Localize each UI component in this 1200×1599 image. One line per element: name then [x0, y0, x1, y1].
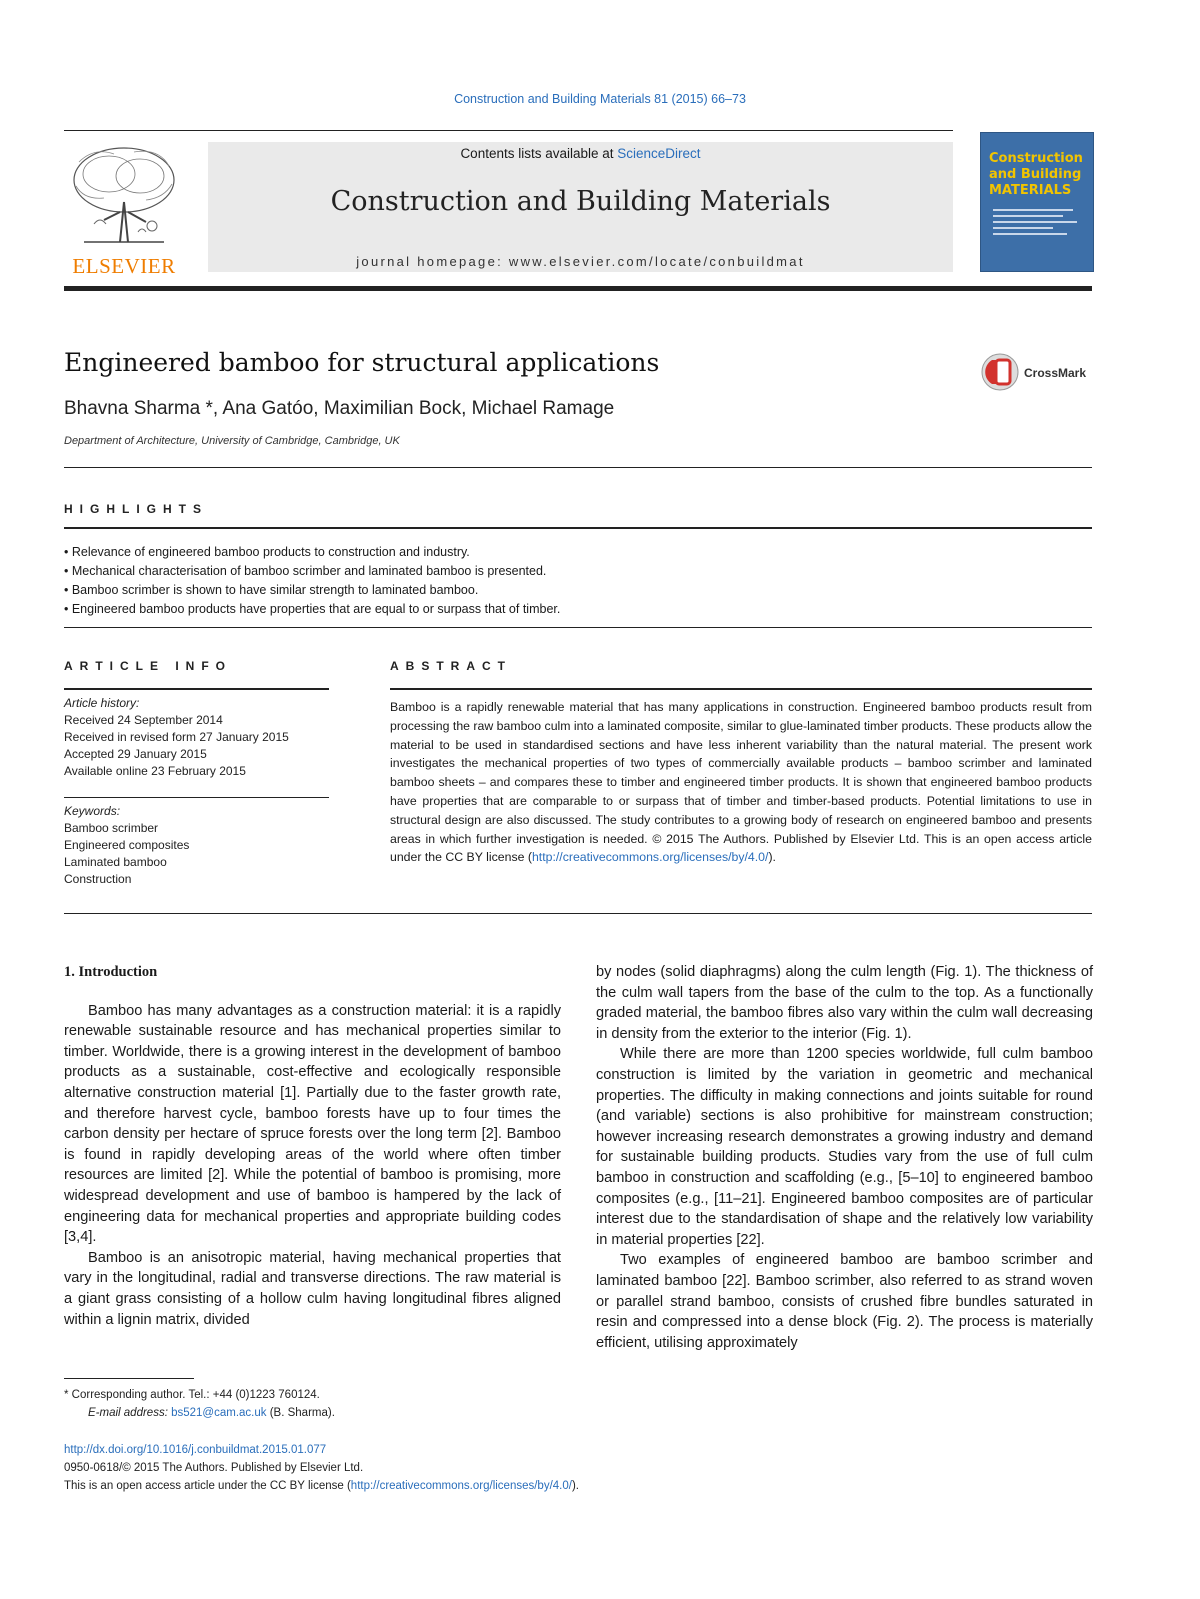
corresponding-author: * Corresponding author. Tel.: +44 (0)1223 760124. — [64, 1389, 320, 1401]
abstract-rule — [390, 688, 1092, 690]
elsevier-wordmark: ELSEVIER — [72, 254, 176, 278]
highlights-list — [64, 543, 560, 619]
right-paragraph-3: Two examples of engineered bamboo are bamboo scrimber and laminated bamboo [22]. Bamboo scrimber, also referred to as strand woven or parallel strand bamboo, consists of crushed fibre bundles saturated in resin and compressed into a dense block (Fig. 2). The process is materially efficient, utilising approximately — [596, 1252, 1093, 1351]
article-info-heading: ARTICLE INFO — [64, 659, 232, 673]
abstract-heading: ABSTRACT — [390, 659, 512, 673]
highlights-bottom-rule — [64, 627, 1092, 628]
introduction-heading: 1. Introduction — [64, 964, 158, 980]
affiliation: Department of Architecture, University of Cambridge, Cambridge, UK — [64, 435, 400, 447]
body-right-column — [596, 962, 1093, 1353]
elsevier-tree-logo — [64, 142, 184, 250]
highlight-item: • Bamboo scrimber is shown to have similar strength to laminated bamboo. — [64, 583, 479, 597]
keyword-item: Laminated bamboo — [64, 855, 167, 869]
keyword-item: Construction — [64, 872, 132, 886]
journal-title: Construction and Building Materials — [330, 186, 831, 217]
article-history-label: Article history: — [64, 696, 140, 710]
history-received: Received 24 September 2014 — [64, 713, 223, 727]
footer-license-line: This is an open access article under the CC BY license (http://creativecommons.org/licenses/by/4.0/). — [64, 1480, 579, 1492]
doi-link[interactable]: http://dx.doi.org/10.1016/j.conbuildmat.2015.01.077 — [64, 1444, 327, 1456]
footnote — [64, 1386, 335, 1422]
right-paragraph-2: While there are more than 1200 species worldwide, full culm bamboo construction is limited by the variation in geometric and mechanical properties. The difficulty in making connections and joints suitable for round (and variable) sections is also prohibitive for mainstream construction; however increasing research demonstrates a growing industry and demand for sustainable building products. Studies vary from the use of full culm bamboo in construction and scaffolding (e.g., [5–10] to engineered bamboo composites (e.g., [11–21]. Engineered bamboo composites are of particular interest due to the standardisation of shape and the relatively low variability in material properties [22]. — [596, 1046, 1093, 1248]
right-paragraph-1: by nodes (solid diaphragms) along the culm length (Fig. 1). The thickness of the culm wall tapers from the base of the culm to the top. As a functionally graded material, the bamboo fibres also vary within the culm wall decreasing in density from the exterior to the interior (Fig. 1). — [596, 964, 1093, 1042]
intro-paragraph-2: Bamboo is an anisotropic material, having mechanical properties that vary in the longitudinal, radial and transverse directions. The raw material is a giant grass consisting of a hollow culm having longitudinal fibres aligned within a lignin matrix, divided — [64, 1249, 561, 1328]
keywords-block — [64, 803, 329, 888]
abstract-body: Bamboo is a rapidly renewable material that has many applications in construction. Engineered bamboo products result from processing the raw bamboo culm into a laminated composite, similar to glue-laminated timber products. These products allow the material to be used in standardised sections and have less inherent variability than the natural material. The present work investigates the mechanical properties of two types of commercially available products – bamboo scrimber and laminated bamboo sheets – and compares these to timber and engineered timber products. It is shown that engineered bamboo products have properties that are comparable to or surpass that of timber and timber-based products. Potential limitations to use in structural design are also discussed. The study contributes to a growing body of research on engineered bamboo and presents areas in which further investigation is needed. — [390, 700, 1092, 846]
article-info-rule — [64, 688, 329, 690]
contents-line: Contents lists available at ScienceDirect — [460, 146, 701, 161]
cover-text-lines — [993, 209, 1079, 239]
crossmark-label: CrossMark — [1024, 366, 1087, 380]
issn-line: 0950-0618/© 2015 The Authors. Published by Elsevier Ltd. — [64, 1462, 364, 1474]
history-online: Available online 23 February 2015 — [64, 764, 246, 778]
article-title: Engineered bamboo for structural applications — [64, 348, 660, 377]
abstract-text — [390, 698, 1092, 867]
history-accepted: Accepted 29 January 2015 — [64, 747, 207, 761]
abstract-bottom-rule — [64, 913, 1092, 914]
header-bottom-rule — [64, 286, 1092, 291]
keywords-label: Keywords: — [64, 804, 121, 818]
journal-cover-image[interactable] — [980, 132, 1094, 272]
footnote-rule — [64, 1378, 194, 1379]
journal-homepage[interactable]: journal homepage: www.elsevier.com/locate/conbuildmat — [356, 254, 805, 269]
header-top-rule — [64, 130, 953, 131]
divider-rule — [64, 467, 1092, 468]
author-list: Bhavna Sharma *, Ana Gatóo, Maximilian Bock, Michael Ramage — [64, 398, 615, 419]
page-footer — [64, 1441, 579, 1495]
abstract-license-link[interactable]: http://creativecommons.org/licenses/by/4.0/ — [531, 850, 769, 865]
highlights-heading: HIGHLIGHTS — [64, 502, 208, 516]
journal-citation[interactable]: Construction and Building Materials 81 (2015) 66–73 — [454, 92, 746, 106]
journal-banner — [208, 142, 953, 272]
keywords-rule — [64, 797, 329, 798]
cover-title: Construction and Building MATERIALS — [989, 151, 1083, 198]
highlight-item: • Relevance of engineered bamboo products to construction and industry. — [64, 545, 470, 559]
intro-paragraph-1: Bamboo has many advantages as a construction material: it is a rapidly renewable sustainable resource and has mechanical properties similar to timber. Worldwide, there is a growing interest in the development of bamboo products as a sustainable, cost-effective and ecologically responsible alternative construction material [1]. Partially due to the faster growth rate, and therefore harvest cycle, bamboo forests have up to four times the carbon density per hectare of spruce forests over the long term [2]. Bamboo is found in rapidly developing areas of the world where often timber resources are limited [2]. While the potential of bamboo is promising, more widespread development and use of bamboo is hampered by the lack of engineering data for mechanical properties and appropriate building codes [3,4]. — [64, 1002, 561, 1246]
highlight-item: • Mechanical characterisation of bamboo scrimber and laminated bamboo is presented. — [64, 564, 547, 578]
sciencedirect-link[interactable]: ScienceDirect — [617, 146, 701, 161]
keyword-item: Engineered composites — [64, 838, 190, 852]
abstract-license-suffix: ). — [768, 850, 776, 865]
body-left-column — [64, 962, 561, 1330]
highlights-rule — [64, 527, 1092, 529]
article-history — [64, 695, 329, 780]
abstract-license-prefix: © 2015 The Authors. Published by Elsevier Ltd. This is an open access article under the CC BY license ( — [390, 831, 1092, 865]
email-link[interactable]: bs521@cam.ac.uk — [171, 1407, 267, 1419]
keyword-item: Bamboo scrimber — [64, 821, 159, 835]
crossmark-badge[interactable] — [980, 352, 1115, 396]
footer-license-link[interactable]: http://creativecommons.org/licenses/by/4.0/ — [350, 1480, 572, 1492]
history-revised: Received in revised form 27 January 2015 — [64, 730, 289, 744]
crossmark-icon — [980, 352, 1020, 392]
email-line: E-mail address: bs521@cam.ac.uk (B. Sharma). — [88, 1407, 335, 1419]
highlight-item: • Engineered bamboo products have properties that are equal to or surpass that of timber. — [64, 602, 561, 616]
